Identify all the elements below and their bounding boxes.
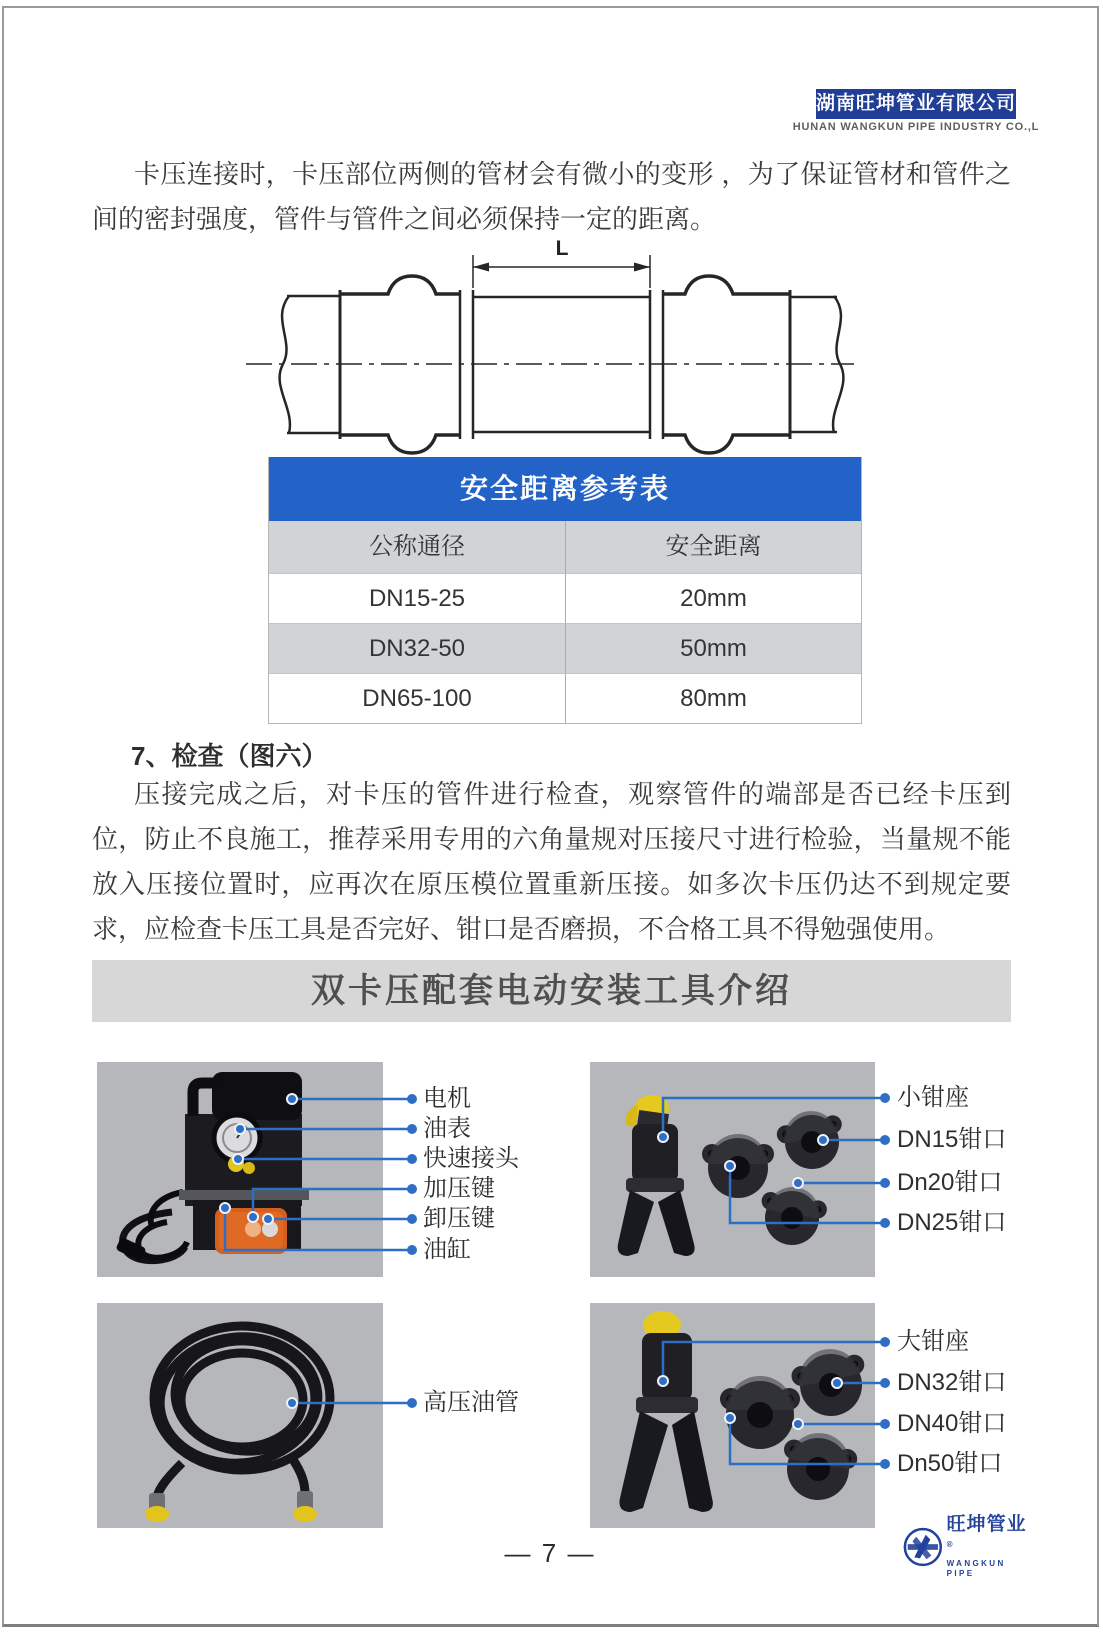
pump-photo xyxy=(97,1062,383,1277)
cell-distance: 20mm xyxy=(565,573,861,623)
small-clamp-set-photo xyxy=(590,1062,875,1277)
callout-high-pressure-hose: 高压油管 xyxy=(423,1389,519,1416)
intro-paragraph: 卡压连接时，卡压部位两侧的管材会有微小的变形 ，为了保证管材和管件之间的密封强度，管件与管件之间必须保持一定的距离。 xyxy=(92,159,1011,234)
cell-distance: 80mm xyxy=(565,673,861,723)
footer-logo-en: WANGKUN PIPE xyxy=(946,1559,1006,1579)
col-header-distance: 安全距离 xyxy=(565,521,861,573)
small-clamp-illustration xyxy=(590,1062,875,1277)
callout-small-clamp-seat: 小钳座 xyxy=(897,1084,969,1111)
callout-pressure-button: 加压键 xyxy=(423,1175,495,1202)
hose-illustration xyxy=(97,1303,383,1528)
cell-distance: 50mm xyxy=(565,623,861,673)
inspection-paragraph: 压接完成之后，对卡压的管件进行检查，观察管件的端部是否已经卡压到位，防止不良施工，推荐采用专用的六角量规对压接尺寸进行检验，当量规不能放入压接位置时，应再次在原压模位置重新压接。如多次卡压仍达不到规定要求，应检查卡压工具是否完好、钳口是否磨损，不合格工具不得勉强使用。 xyxy=(92,779,1011,944)
table-row xyxy=(269,673,861,723)
dimension-label: L xyxy=(555,237,569,260)
callout-quick-coupler: 快速接头 xyxy=(423,1145,519,1172)
callout-dn25-jaw: DN25钳口 xyxy=(897,1209,1007,1236)
company-name-english: HUNAN WANGKUN PIPE INDUSTRY CO.,L xyxy=(792,121,1040,133)
pipe-fitting-diagram xyxy=(240,233,860,471)
wangkun-emblem-icon xyxy=(903,1526,943,1568)
tools-section-banner: 双卡压配套电动安装工具介绍 xyxy=(92,960,1011,1022)
callout-dn20-jaw: Dn20钳口 xyxy=(897,1169,1003,1196)
footer-logo-text xyxy=(947,1515,1033,1579)
section-heading-inspection: 7、检查（图六） xyxy=(131,741,328,771)
callout-motor: 电机 xyxy=(423,1085,471,1112)
callout-dn32-jaw: DN32钳口 xyxy=(897,1369,1007,1396)
table-title: 安全距离参考表 xyxy=(269,457,861,521)
company-name-banner: 湖南旺坤管业有限公司 xyxy=(816,89,1016,119)
callout-dn50-jaw: Dn50钳口 xyxy=(897,1450,1003,1477)
callout-release-button: 卸压键 xyxy=(423,1205,495,1232)
table-row xyxy=(269,623,861,673)
table-header-row xyxy=(269,521,861,573)
callout-oil-gauge: 油表 xyxy=(423,1115,471,1142)
callout-oil-cylinder: 油缸 xyxy=(423,1236,471,1263)
large-clamp-illustration xyxy=(590,1303,875,1528)
footer-logo-cn: 旺坤管业® xyxy=(946,1513,1027,1549)
pump-illustration xyxy=(97,1062,383,1277)
large-clamp-set-photo xyxy=(590,1303,875,1528)
callout-dn15-jaw: DN15钳口 xyxy=(897,1126,1007,1153)
page-number: — 7 — xyxy=(504,1538,596,1568)
callout-large-clamp-seat: 大钳座 xyxy=(897,1328,969,1355)
col-header-diameter: 公称通径 xyxy=(269,521,565,573)
cell-diameter: DN15-25 xyxy=(269,573,565,623)
footer-logo xyxy=(903,1513,1033,1579)
safety-distance-table xyxy=(268,457,862,724)
table-row xyxy=(269,573,861,623)
cell-diameter: DN32-50 xyxy=(269,623,565,673)
cell-diameter: DN65-100 xyxy=(269,673,565,723)
callout-dn40-jaw: DN40钳口 xyxy=(897,1410,1007,1437)
hose-photo xyxy=(97,1303,383,1528)
